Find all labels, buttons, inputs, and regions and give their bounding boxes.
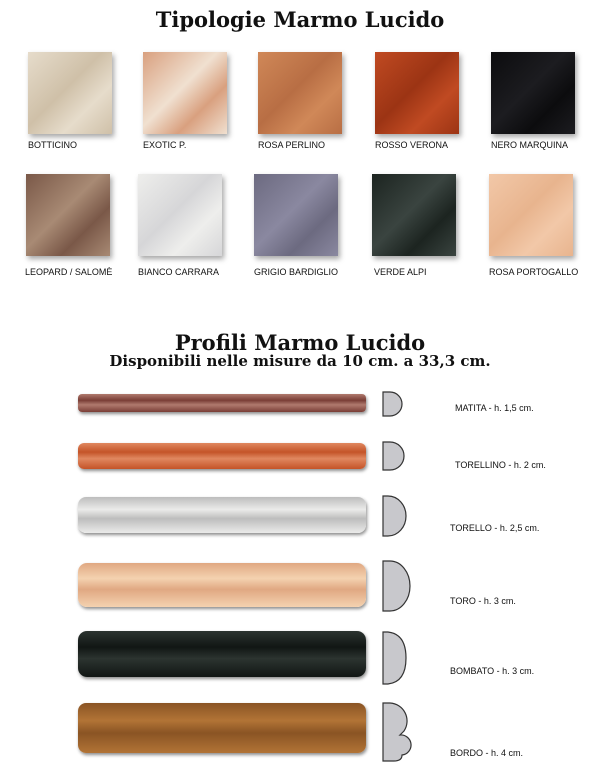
marble-swatch-grigio-bardiglio — [254, 174, 338, 256]
marble-swatch-botticino — [28, 52, 112, 134]
section-subtitle: Disponibili nelle misure da 10 cm. a 33,3 cm. — [109, 352, 491, 370]
marble-swatch-bianco-carrara — [138, 174, 222, 256]
profile-rod-toro — [78, 563, 366, 607]
swatch-label: GRIGIO BARDIGLIO — [254, 267, 339, 277]
swatch-label: ROSSO VERONA — [375, 140, 449, 150]
profile-label: TORELLO - h. 2,5 cm. — [450, 523, 540, 533]
profile-label: TORO - h. 3 cm. — [450, 596, 516, 606]
profile-section-icon — [380, 559, 412, 613]
swatch-label: ROSA PERLINO — [258, 140, 326, 150]
profile-rod-torello — [78, 497, 366, 533]
profile-section-icon — [380, 494, 408, 538]
swatch-label: LEOPARD / SALOMÈ — [25, 267, 113, 277]
swatch-label: BIANCO CARRARA — [138, 267, 220, 277]
profile-rod-torellino — [78, 443, 366, 469]
marble-swatch-leopard-salome — [26, 174, 110, 256]
section-title: Profili Marmo Lucido — [174, 330, 426, 355]
profile-rod-bombato — [78, 631, 366, 677]
page-title: Tipologie Marmo Lucido — [155, 7, 445, 32]
marble-swatch-rosa-portogallo — [489, 174, 573, 256]
profile-label: MATITA - h. 1,5 cm. — [455, 403, 534, 413]
profile-label: TORELLINO - h. 2 cm. — [455, 460, 546, 470]
profile-section-icon — [380, 440, 406, 472]
marble-swatch-rosso-verona — [375, 52, 459, 134]
profile-section-icon — [380, 630, 410, 686]
swatch-label: ROSA PORTOGALLO — [489, 267, 579, 277]
marble-swatch-rosa-perlino — [258, 52, 342, 134]
profile-rod-matita — [78, 394, 366, 412]
profile-section-icon — [380, 701, 412, 763]
profile-section-icon — [380, 390, 404, 418]
profile-label: BOMBATO - h. 3 cm. — [450, 666, 535, 676]
profile-label: BORDO - h. 4 cm. — [450, 748, 524, 758]
marble-swatch-nero-marquina — [491, 52, 575, 134]
swatch-label: EXOTIC P. — [143, 140, 187, 150]
swatch-label: VERDE ALPI — [374, 267, 427, 277]
marble-swatch-exotic — [143, 52, 227, 134]
marble-swatch-verde-alpi — [372, 174, 456, 256]
swatch-label: BOTTICINO — [28, 140, 77, 150]
profile-rod-bordo — [78, 703, 366, 753]
swatch-label: NERO MARQUINA — [491, 140, 569, 150]
